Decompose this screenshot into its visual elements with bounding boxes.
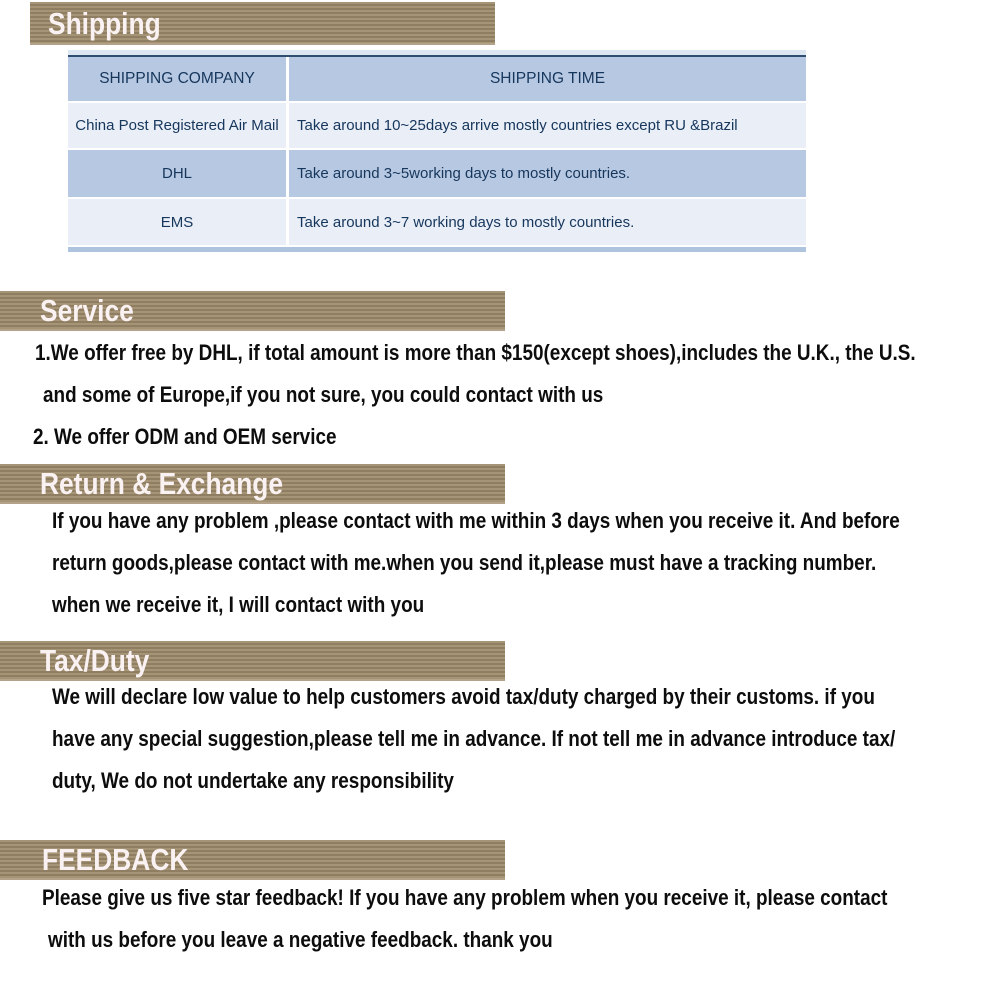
- service-line: and some of Europe,if you not sure, you could contact with us: [43, 382, 604, 407]
- table-bottom-strip: [68, 247, 806, 252]
- feedback-heading: FEEDBACK: [42, 842, 189, 877]
- service-text: [35, 332, 1000, 458]
- return-exchange-heading: Return & Exchange: [40, 466, 284, 501]
- tax-line: have any special suggestion,please tell me in advance. If not tell me in advance introduce tax/: [52, 726, 896, 751]
- tax-line: duty, We do not undertake any responsibility: [52, 768, 454, 793]
- feedback-line: with us before you leave a negative feedback. thank you: [48, 927, 553, 952]
- time-cell: Take around 3~7 working days to mostly countries.: [297, 213, 635, 231]
- table-header-row: [68, 57, 806, 101]
- table-row: [68, 150, 806, 197]
- shipping-section-banner: [30, 2, 495, 45]
- service-line: 2. We offer ODM and OEM service: [33, 424, 337, 449]
- return-line: when we receive it, I will contact with you: [52, 592, 425, 617]
- shipping-heading: Shipping: [48, 6, 161, 41]
- tax-duty-text: [52, 676, 1000, 802]
- header-shipping-time: SHIPPING TIME: [489, 70, 606, 87]
- header-shipping-company: SHIPPING COMPANY: [99, 70, 255, 87]
- shipping-table: [68, 50, 806, 252]
- service-heading: Service: [40, 293, 134, 328]
- return-exchange-section-banner: [0, 464, 505, 504]
- tax-line: We will declare low value to help customers avoid tax/duty charged by their customs. if you: [52, 684, 875, 709]
- service-section-banner: [0, 291, 505, 331]
- feedback-line: Please give us five star feedback! If you have any problem when you receive it, please contact: [42, 885, 888, 910]
- service-line: 1.We offer free by DHL, if total amount is more than $150(except shoes),includes the U.K., the U.S.: [35, 340, 916, 365]
- return-exchange-text: [52, 500, 1000, 626]
- table-row: [68, 103, 806, 148]
- return-line: return goods,please contact with me.when you send it,please must have a tracking number.: [52, 550, 877, 575]
- time-cell: Take around 3~5working days to mostly countries.: [297, 165, 631, 182]
- table-row: [68, 199, 806, 245]
- feedback-text: [42, 877, 1000, 961]
- return-line: If you have any problem ,please contact with me within 3 days when you receive it. And before: [52, 508, 900, 533]
- tax-duty-heading: Tax/Duty: [40, 643, 150, 678]
- tax-duty-section-banner: [0, 641, 505, 681]
- company-cell: DHL: [161, 165, 192, 182]
- feedback-section-banner: [0, 840, 505, 880]
- company-cell: EMS: [160, 213, 194, 231]
- company-cell: China Post Registered Air Mail: [75, 117, 279, 134]
- time-cell: Take around 10~25days arrive mostly countries except RU &Brazil: [297, 117, 738, 134]
